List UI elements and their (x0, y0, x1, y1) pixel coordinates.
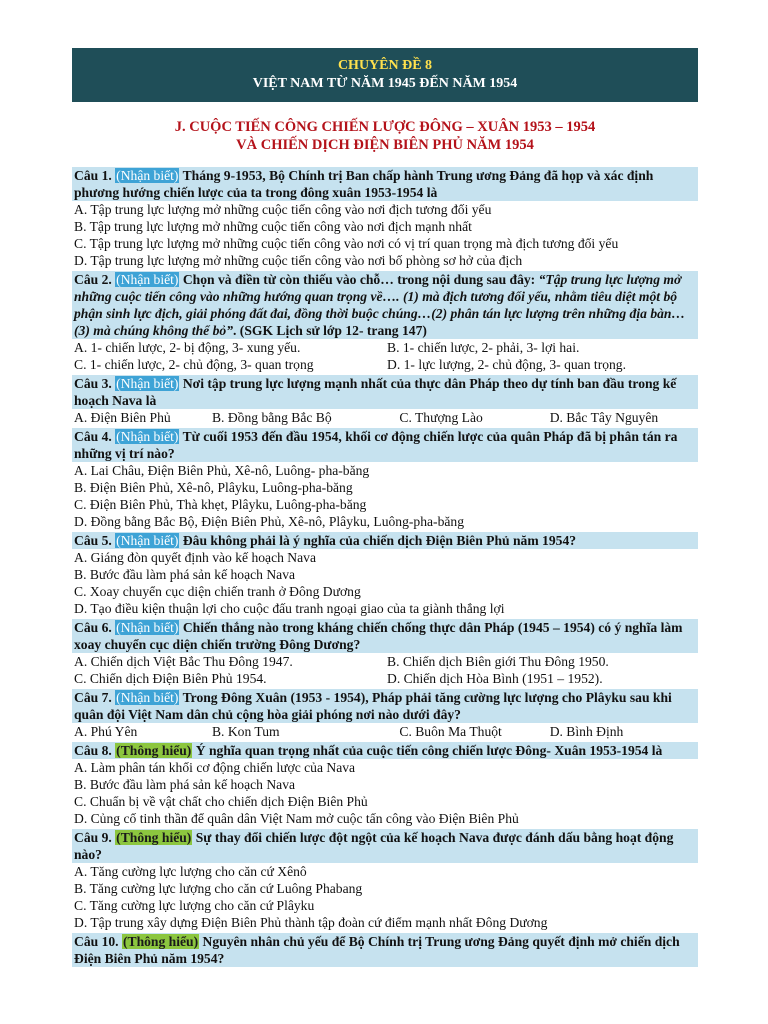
option-a: A. Phú Yên (74, 724, 138, 739)
option-a: A. Chiến dịch Việt Bắc Thu Đông 1947. (74, 654, 293, 669)
option-d: D. Củng cố tinh thần để quân dân Việt Nam mở cuộc tấn công vào Điện Biên Phủ (74, 811, 519, 826)
question-text: Nơi tập trung lực lượng mạnh nhất của thực dân Pháp theo dự tính ban đầu trong kế hoạch Nava là (74, 376, 677, 408)
question-number: Câu 9. (74, 830, 116, 845)
options-row (72, 723, 698, 740)
question-3 (72, 375, 698, 409)
question-source: . (SGK Lịch sử lớp 12- trang 147) (233, 323, 427, 338)
options-row (72, 653, 698, 670)
options-row (72, 339, 698, 356)
question-1 (72, 167, 698, 201)
question-6 (72, 619, 698, 653)
options-row (72, 356, 698, 373)
difficulty-tag: (Thông hiểu) (116, 743, 192, 758)
question-text: Chiến thắng nào trong kháng chiến chống thực dân Pháp (1945 – 1954) có ý nghĩa làm xoay chuyển cục diện chiến trường Đông Dương? (74, 620, 683, 652)
section-title-line1: J. CUỘC TIẾN CÔNG CHIẾN LƯỢC ĐÔNG – XUÂN 1953 – 1954 (174, 119, 596, 135)
question-number: Câu 5. (74, 533, 116, 548)
difficulty-tag: (Nhận biết) (116, 690, 179, 705)
question-number: Câu 2. (74, 272, 116, 287)
question-2 (72, 271, 698, 339)
option-a: A. Tập trung lực lượng mở những cuộc tiến công vào nơi địch tương đối yếu (74, 202, 492, 217)
chapter-number: CHUYÊN ĐỀ 8 (337, 58, 433, 73)
question-number: Câu 8. (74, 743, 116, 758)
option-c: C. Thượng Lào (399, 410, 483, 425)
question-list (72, 165, 698, 967)
options-row (72, 670, 698, 687)
option-b: B. Đồng bằng Bắc Bộ (211, 410, 332, 425)
difficulty-tag: (Thông hiểu) (122, 934, 199, 949)
option-b: B. Bước đầu làm phá sản kế hoạch Nava (74, 567, 296, 582)
option-a: A. 1- chiến lược, 2- bị động, 3- xung yếu. (74, 340, 301, 355)
question-number: Câu 7. (74, 690, 116, 705)
question-quote: “Tập trung lực lượng mở những cuộc tiến công vào những hướng quan trọng về…. (1) mà địch tương đối yếu, nhằm tiêu diệt một bộ phận sinh lực địch, giải phóng đất đai, đồng thời buộc chúng…(2) phân tán lực lượng trên những địa bàn…(3) mà chúng không thể bỏ” (74, 272, 686, 338)
option-d: D. Bình Định (549, 724, 624, 739)
question-text: Từ cuối 1953 đến đầu 1954, khối cơ động chiến lược của quân Pháp đã bị phân tán ra những vị trí nào? (74, 429, 678, 461)
question-number: Câu 6. (74, 620, 116, 635)
option-a: A. Điện Biên Phủ (74, 410, 171, 425)
question-text: Đâu không phải là ý nghĩa của chiến dịch Điện Biên Phủ năm 1954? (179, 533, 577, 548)
option-d: D. Chiến dịch Hòa Bình (1951 – 1952). (387, 671, 603, 686)
question-4 (72, 428, 698, 462)
chapter-banner (72, 48, 698, 102)
question-text: Ý nghĩa quan trọng nhất của cuộc tiến công chiến lược Đông- Xuân 1953-1954 là (192, 743, 663, 758)
difficulty-tag: (Nhận biết) (116, 620, 179, 635)
option-a: A. Lai Châu, Điện Biên Phủ, Xê-nô, Luông- pha-băng (74, 463, 370, 478)
option-a: A. Làm phân tán khối cơ động chiến lược của Nava (74, 760, 356, 775)
option-d: D. Tập trung lực lượng mở những cuộc tiến công vào nơi bố phòng sơ hở của địch (74, 253, 523, 268)
option-d: D. Bắc Tây Nguyên (549, 410, 659, 425)
option-d: D. Tập trung xây dựng Điện Biên Phủ thành tập đoàn cứ điểm mạnh nhất Đông Dương (74, 915, 548, 930)
question-text: Chọn và điền từ còn thiếu vào chỗ… trong nội dung sau đây: (179, 272, 539, 287)
section-title-line2: VÀ CHIẾN DỊCH ĐIỆN BIÊN PHỦ NĂM 1954 (236, 137, 534, 153)
option-a: A. Giáng đòn quyết định vào kế hoạch Nava (74, 550, 316, 565)
options-row (72, 409, 698, 426)
option-b: B. Kon Tum (211, 724, 280, 739)
option-c: C. Tập trung lực lượng mở những cuộc tiến công vào nơi có vị trí quan trọng mà địch tương đối yếu (74, 236, 619, 251)
chapter-title: VIỆT NAM TỪ NĂM 1945 ĐẾN NĂM 1954 (252, 76, 518, 91)
option-c: C. Chiến dịch Điện Biên Phủ 1954. (74, 671, 267, 686)
question-9 (72, 829, 698, 863)
question-text: Nguyên nhân chủ yếu để Bộ Chính trị Trung ương Đảng quyết định mở chiến dịch Điện Biên Phủ năm 1954? (74, 934, 680, 966)
option-b: B. 1- chiến lược, 2- phải, 3- lợi hai. (387, 340, 580, 355)
option-c: C. 1- chiến lược, 2- chủ động, 3- quan trọng (74, 357, 314, 372)
question-7 (72, 689, 698, 723)
question-text: Sự thay đổi chiến lược đột ngột của kế hoạch Nava được đánh dấu bằng hoạt động nào? (74, 830, 674, 862)
question-number: Câu 10. (74, 934, 122, 949)
difficulty-tag: (Nhận biết) (116, 168, 179, 183)
question-10 (72, 933, 698, 967)
question-text: Tháng 9-1953, Bộ Chính trị Ban chấp hành Trung ương Đảng đã họp và xác định phương hướng chiến lược của ta trong đông xuân 1953-1954 là (74, 168, 654, 200)
question-text: Trong Đông Xuân (1953 - 1954), Pháp phải tăng cường lực lượng cho Plâyku sau khi quân đội Việt Nam dân chủ cộng hòa giải phóng nơi nào dưới đây? (74, 690, 672, 722)
difficulty-tag: (Thông hiểu) (116, 830, 192, 845)
option-c: C. Chuẩn bị về vật chất cho chiến dịch Điện Biên Phủ (74, 794, 368, 809)
option-b: B. Bước đầu làm phá sản kế hoạch Nava (74, 777, 296, 792)
question-number: Câu 1. (74, 168, 116, 183)
option-d: D. 1- lực lượng, 2- chủ động, 3- quan trọng. (387, 357, 627, 372)
difficulty-tag: (Nhận biết) (116, 272, 179, 287)
option-d: D. Đồng bằng Bắc Bộ, Điện Biên Phủ, Xê-nô, Plâyku, Luông-pha-băng (74, 514, 465, 529)
question-8 (72, 742, 698, 759)
option-c: C. Điện Biên Phủ, Thà khẹt, Plâyku, Luông-pha-băng (74, 497, 367, 512)
option-c: C. Xoay chuyển cục diện chiến tranh ở Đông Dương (74, 584, 361, 599)
difficulty-tag: (Nhận biết) (116, 376, 179, 391)
difficulty-tag: (Nhận biết) (116, 429, 179, 444)
option-b: B. Tập trung lực lượng mở những cuộc tiến công vào nơi địch mạnh nhất (74, 219, 472, 234)
option-b: B. Tăng cường lực lượng cho căn cứ Luông Phabang (74, 881, 363, 896)
difficulty-tag: (Nhận biết) (116, 533, 179, 548)
section-title (72, 118, 698, 154)
option-b: B. Chiến dịch Biên giới Thu Đông 1950. (387, 654, 609, 669)
question-number: Câu 4. (74, 429, 116, 444)
option-d: D. Tạo điều kiện thuận lợi cho cuộc đấu tranh ngoại giao của ta giành thắng lợi (74, 601, 505, 616)
option-c: C. Buôn Ma Thuột (399, 724, 502, 739)
option-a: A. Tăng cường lực lượng cho căn cứ Xênô (74, 864, 307, 879)
question-5 (72, 532, 698, 549)
option-c: C. Tăng cường lực lượng cho căn cứ Plâyku (74, 898, 315, 913)
option-b: B. Điện Biên Phủ, Xê-nô, Plâyku, Luông-pha-băng (74, 480, 353, 495)
question-number: Câu 3. (74, 376, 116, 391)
